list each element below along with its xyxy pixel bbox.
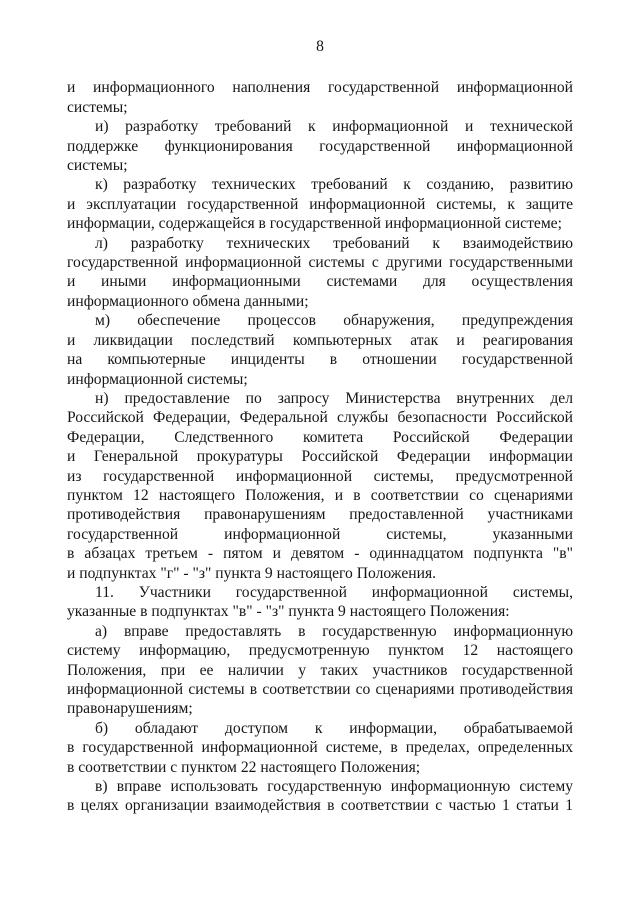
paragraph: [67, 719, 573, 777]
text-line: и) разработку требований к информационной и технической: [95, 118, 573, 136]
text-line: информационной системы;: [67, 370, 248, 388]
paragraph: [67, 234, 573, 312]
text-line: Положения, при ее наличии у таких участников государственной: [67, 661, 573, 679]
document-body: [67, 78, 573, 815]
text-line: в соответствии с пунктом 22 настоящего Положения;: [67, 758, 421, 776]
text-line: указанные в подпунктах "в" - "з" пункта 9 настоящего Положения:: [67, 603, 510, 621]
text-line: пунктом 12 настоящего Положения, и в соответствии со сценариями: [67, 486, 573, 504]
text-line: к) разработку технических требований к созданию, развитию: [95, 176, 573, 194]
text-line: и эксплуатации государственной информационной системы, к защите: [67, 195, 573, 213]
text-line: Российской Федерации, Федеральной службы безопасности Российской: [67, 409, 573, 427]
text-line: л) разработку технических требований к взаимодействию: [95, 234, 573, 252]
text-line: и Генеральной прокуратуры Российской Федерации информации: [67, 448, 573, 466]
text-line: из государственной информационной системы, предусмотренной: [67, 467, 573, 485]
text-line: б) обладают доступом к информации, обрабатываемой: [95, 719, 573, 737]
text-line: поддержке функционирования государственной информационной: [67, 137, 573, 155]
text-line: на компьютерные инциденты в отношении государственной: [67, 351, 573, 369]
text-line: а) вправе предоставлять в государственную информационную: [95, 622, 573, 640]
paragraph: [67, 311, 573, 389]
text-line: м) обеспечение процессов обнаружения, предупреждения: [95, 312, 573, 330]
text-line: противодействия правонарушениям предоставленной участниками: [67, 506, 573, 524]
text-line: государственной информационной системы, указанными: [67, 525, 573, 543]
text-line: и ликвидации последствий компьютерных атак и реагирования: [67, 331, 573, 349]
paragraph: [67, 583, 573, 622]
text-line: информационного обмена данными;: [67, 292, 309, 310]
text-line: и иными информационными системами для осуществления: [67, 273, 573, 291]
paragraph: [67, 78, 573, 117]
text-line: 11. Участники государственной информационной системы,: [95, 583, 573, 601]
text-line: и информационного наполнения государственной информационной: [67, 79, 573, 97]
text-line: в целях организации взаимодействия в соответствии с частью 1 статьи 1: [67, 797, 573, 815]
text-line: в государственной информационной системе, в пределах, определенных: [67, 739, 573, 757]
text-line: системы;: [67, 157, 128, 175]
paragraph: [67, 777, 573, 816]
paragraph: [67, 389, 573, 583]
paragraph: [67, 117, 573, 175]
text-line: н) предоставление по запросу Министерства внутренних дел: [95, 389, 573, 407]
text-line: Федерации, Следственного комитета Российской Федерации: [67, 428, 573, 446]
text-line: в) вправе использовать государственную информационную систему: [95, 778, 573, 796]
page-number: 8: [316, 38, 324, 55]
text-line: системы;: [67, 98, 128, 116]
text-line: государственной информационной системы с другими государственными: [67, 254, 573, 272]
text-line: информационной системы в соответствии со сценариями противодействия: [67, 681, 573, 698]
text-line: правонарушениям;: [67, 700, 193, 718]
paragraph: [67, 622, 573, 719]
text-line: и подпунктах "г" - "з" пункта 9 настоящего Положения.: [67, 564, 437, 582]
paragraph: [67, 175, 573, 233]
text-line: информации, содержащейся в государственной информационной системе;: [67, 215, 562, 233]
text-line: в абзацах третьем - пятом и девятом - одиннадцатом подпункта "в": [67, 545, 573, 563]
text-line: систему информацию, предусмотренную пунктом 12 настоящего: [67, 642, 573, 660]
